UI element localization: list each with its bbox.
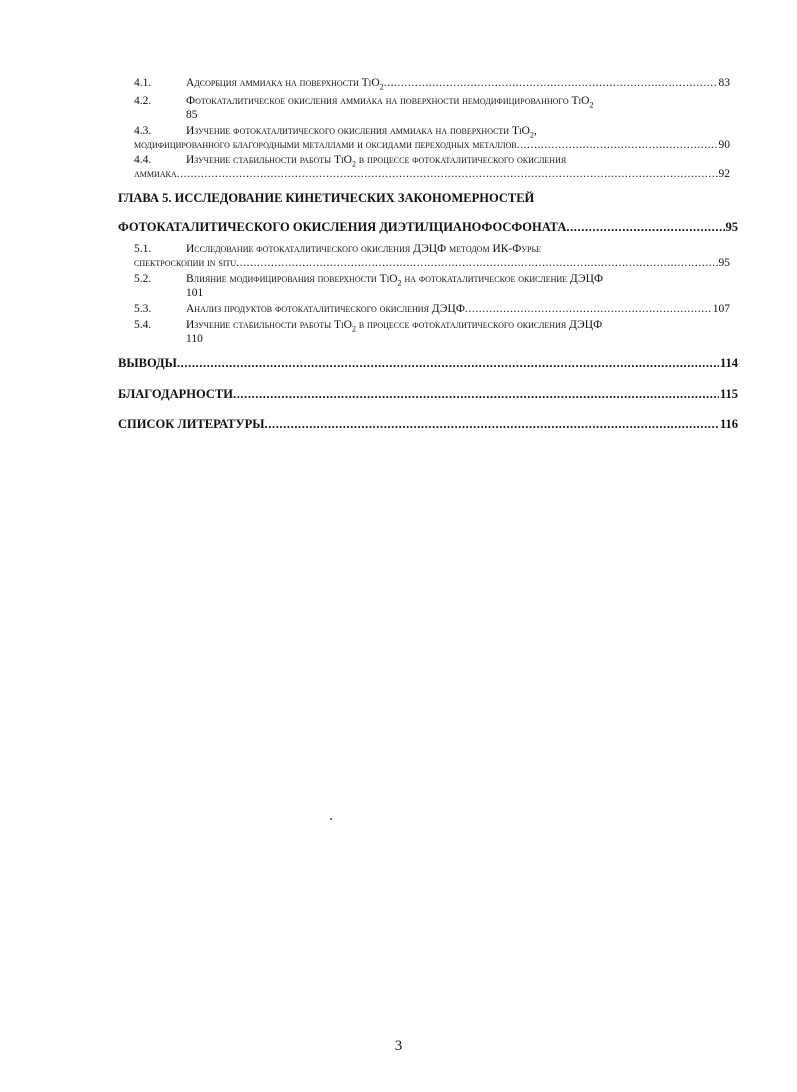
toc-number: 5.3. <box>134 303 152 315</box>
toc-number: 4.4. <box>134 154 152 166</box>
toc-page: 114 <box>719 356 738 370</box>
toc-number: 5.2. <box>134 273 152 285</box>
chapter-title-line1: ГЛАВА 5. ИССЛЕДОВАНИЕ КИНЕТИЧЕСКИХ ЗАКОНОМЕРНОСТЕЙ <box>118 191 535 205</box>
toc-entry-5-3[interactable] <box>134 302 730 316</box>
dot-leader <box>233 386 719 402</box>
toc-page: 107 <box>712 303 730 315</box>
toc-title: СПИСОК ЛИТЕРАТУРЫ <box>118 417 265 431</box>
toc-page: 95 <box>725 220 738 234</box>
toc-vyvody[interactable] <box>118 355 738 371</box>
toc-chapter-5[interactable] <box>118 190 738 235</box>
toc-blagodarnosti[interactable] <box>118 386 738 402</box>
toc-title: Адсорбция аммиака на поверхности TiO$_2$ <box>186 77 384 90</box>
toc-number: 5.1. <box>134 243 152 255</box>
scan-speck <box>330 818 332 820</box>
toc-number: 5.4. <box>134 319 152 331</box>
toc-page: 110 <box>186 333 203 345</box>
dot-leader <box>517 138 718 152</box>
toc-title-line1: Изучение стабильности работы TiO$_2$ в процессе фотокаталитического окисления <box>186 154 567 167</box>
toc-page: 83 <box>718 77 730 89</box>
toc-number: 4.3. <box>134 125 152 137</box>
toc-title: Анализ продуктов фотокаталитического окисления ДЭЦФ <box>186 303 465 315</box>
toc-entry-4-1[interactable] <box>134 76 730 90</box>
toc-title-line2: модифицированного благородными металлами и оксидами переходных металлов <box>134 139 517 151</box>
dot-leader <box>177 167 718 181</box>
toc-page: 95 <box>718 257 730 269</box>
dot-leader <box>236 256 717 270</box>
toc-title-line1: Изучение стабильности работы TiO$_2$ в процессе фотокаталитического окисления ДЭЦФ <box>186 319 603 332</box>
toc-entry-4-2[interactable] <box>134 94 730 122</box>
toc-title-line2: аммиака <box>134 168 177 180</box>
toc-title: Фотокаталитическое окисления аммиака на поверхности немодифицированного TiO$_2$ <box>186 95 594 108</box>
toc-title-line1: Исследование фотокаталитического окисления ДЭЦФ методом ИК-Фурье <box>186 243 541 255</box>
dot-leader <box>384 76 718 90</box>
toc-entry-5-1[interactable] <box>134 242 730 270</box>
toc-entry-4-3[interactable] <box>134 124 730 152</box>
toc-entry-5-4[interactable] <box>134 318 730 346</box>
dot-leader <box>465 302 712 316</box>
toc-entry-4-4[interactable] <box>134 153 730 181</box>
toc-entry-5-2[interactable] <box>134 272 730 300</box>
dot-leader <box>177 355 719 371</box>
toc-title-line1: Изучение фотокаталитического окисления аммиака на поверхности TiO$_2$, <box>186 125 537 138</box>
toc-page: 101 <box>186 287 204 299</box>
toc-title: ВЫВОДЫ <box>118 356 177 370</box>
chapter-title-line2: ФОТОКАТАЛИТИЧЕСКОГО ОКИСЛЕНИЯ ДИЭТИЛЦИАНОФОСФОНАТА <box>118 220 567 234</box>
toc-page: 85 <box>186 109 198 121</box>
toc-page: 90 <box>718 139 730 151</box>
toc-literatura[interactable] <box>118 416 738 432</box>
dot-leader <box>566 219 724 235</box>
toc-page: 115 <box>719 387 738 401</box>
toc-page: 116 <box>719 417 738 431</box>
toc-title: БЛАГОДАРНОСТИ <box>118 387 233 401</box>
toc-number: 4.2. <box>134 95 152 107</box>
toc-title-line1: Влияние модифицирования поверхности TiO$_2$ на фотокаталитическое окисление ДЭЦФ <box>186 273 604 286</box>
toc-title-line2: спектроскопии in situ <box>134 257 237 269</box>
page-number: 3 <box>394 1038 403 1054</box>
dot-leader <box>265 416 719 432</box>
toc-number: 4.1. <box>134 77 152 89</box>
toc-page: 92 <box>718 168 730 180</box>
